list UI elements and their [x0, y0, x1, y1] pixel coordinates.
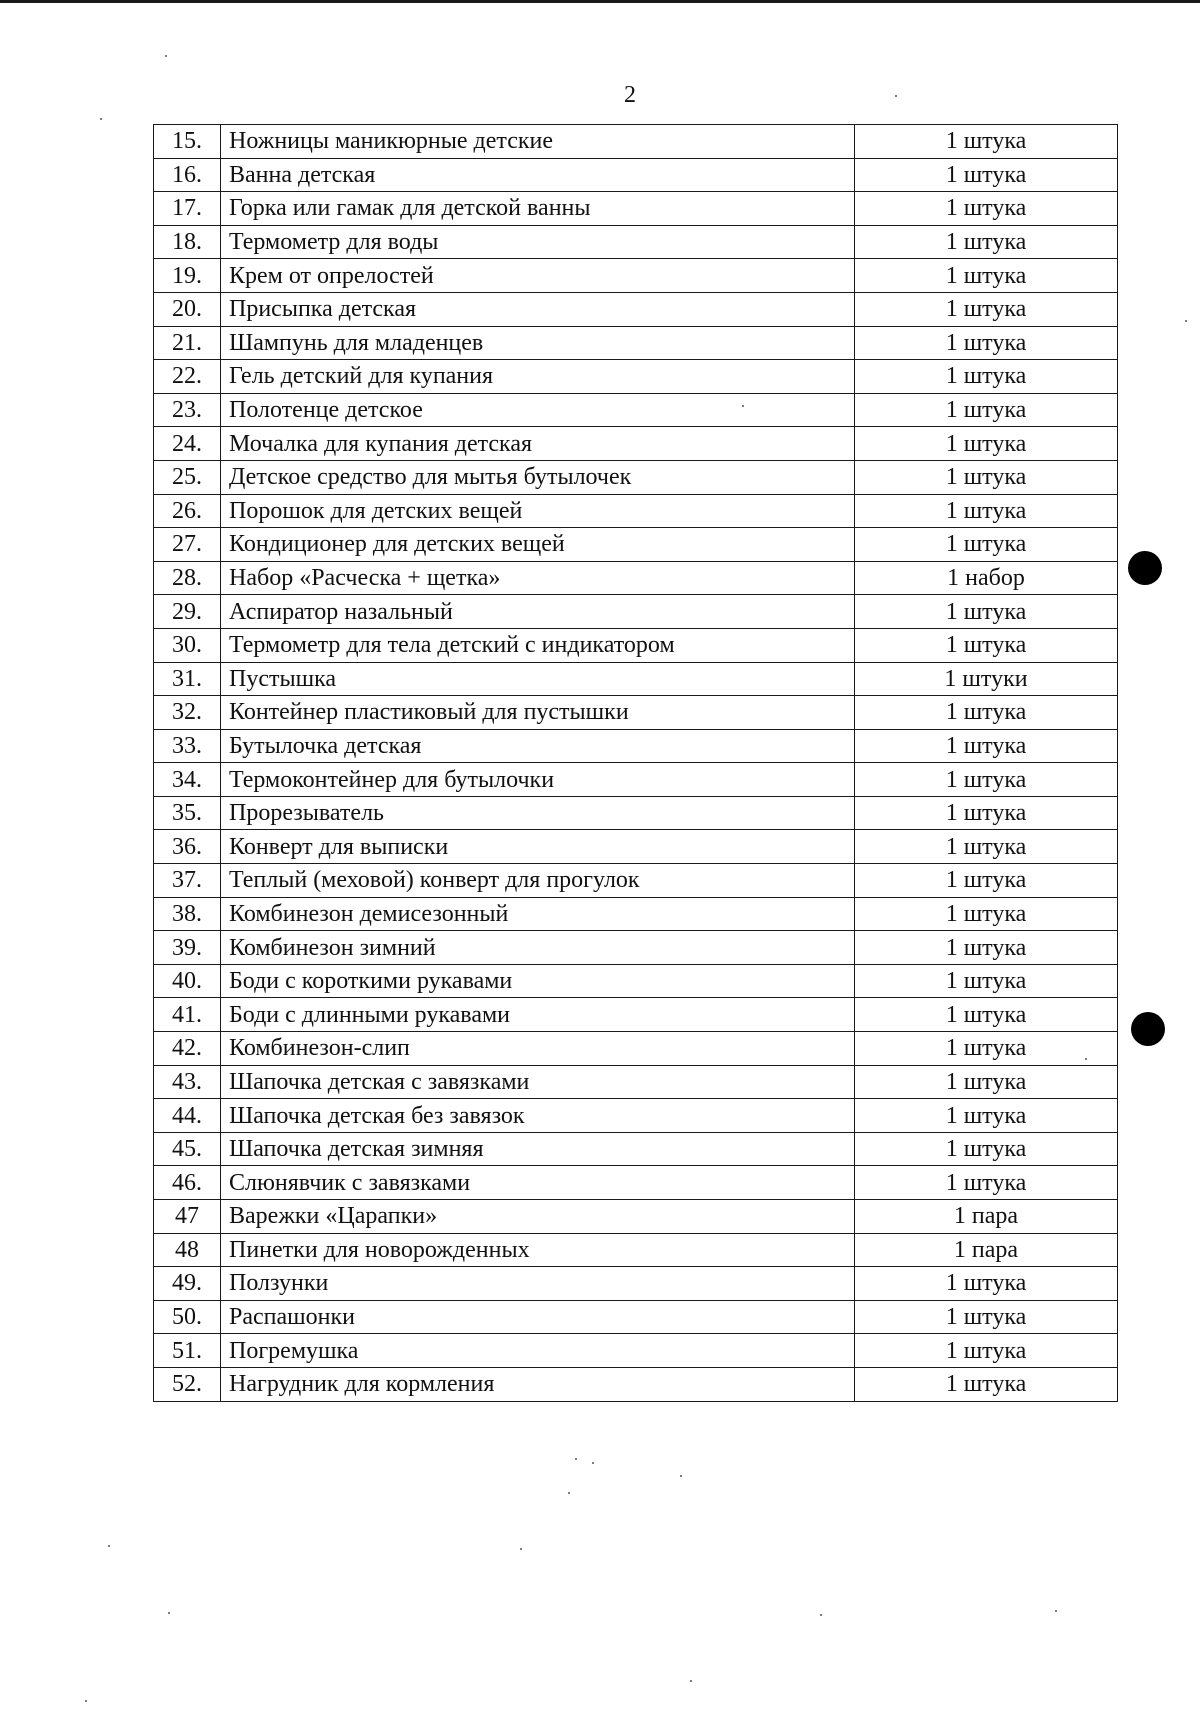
table-row: [154, 696, 1118, 730]
item-name-cell: Шампунь для младенцев: [221, 326, 855, 360]
table-row: [154, 1032, 1118, 1066]
item-quantity-cell: 1 штука: [855, 1132, 1118, 1166]
item-name-cell: Порошок для детских вещей: [221, 494, 855, 528]
item-number-cell: 44.: [154, 1099, 221, 1133]
table-row: [154, 326, 1118, 360]
item-name-cell: Горка или гамак для детской ванны: [221, 192, 855, 226]
item-number-cell: 17.: [154, 192, 221, 226]
scan-speck: [1185, 320, 1187, 322]
item-number-cell: 45.: [154, 1132, 221, 1166]
table-row: [154, 964, 1118, 998]
item-quantity-cell: 1 штуки: [855, 662, 1118, 696]
scan-speck: [168, 1612, 170, 1614]
table-row: [154, 393, 1118, 427]
item-name-cell: Крем от опрелостей: [221, 259, 855, 293]
scan-speck: [820, 1614, 822, 1616]
scan-speck: [895, 95, 897, 97]
item-number-cell: 15.: [154, 125, 221, 159]
item-name-cell: Слюнявчик с завязками: [221, 1166, 855, 1200]
table-row: [154, 360, 1118, 394]
scan-speck: [165, 55, 167, 57]
item-number-cell: 35.: [154, 796, 221, 830]
item-quantity-cell: 1 штука: [855, 1267, 1118, 1301]
scan-speck: [680, 1475, 682, 1477]
item-quantity-cell: 1 штука: [855, 763, 1118, 797]
item-quantity-cell: 1 штука: [855, 595, 1118, 629]
table-row: [154, 628, 1118, 662]
item-number-cell: 49.: [154, 1267, 221, 1301]
item-quantity-cell: 1 штука: [855, 796, 1118, 830]
item-quantity-cell: 1 штука: [855, 125, 1118, 159]
item-number-cell: 22.: [154, 360, 221, 394]
scan-speck: [742, 405, 744, 407]
scan-speck: [85, 1700, 87, 1702]
table-row: [154, 1200, 1118, 1234]
table-row: [154, 1132, 1118, 1166]
item-name-cell: Мочалка для купания детская: [221, 427, 855, 461]
item-name-cell: Ванна детская: [221, 158, 855, 192]
punch-hole-lower: [1131, 1012, 1165, 1046]
table-row: [154, 192, 1118, 226]
scan-speck: [1085, 1058, 1087, 1060]
item-number-cell: 29.: [154, 595, 221, 629]
table-row: [154, 1233, 1118, 1267]
item-name-cell: Боди с короткими рукавами: [221, 964, 855, 998]
item-number-cell: 50.: [154, 1300, 221, 1334]
item-name-cell: Контейнер пластиковый для пустышки: [221, 696, 855, 730]
item-number-cell: 18.: [154, 225, 221, 259]
item-number-cell: 52.: [154, 1367, 221, 1401]
table-row: [154, 1267, 1118, 1301]
item-number-cell: 41.: [154, 998, 221, 1032]
item-name-cell: Нагрудник для кормления: [221, 1367, 855, 1401]
item-number-cell: 33.: [154, 729, 221, 763]
item-quantity-cell: 1 пара: [855, 1233, 1118, 1267]
table-row: [154, 796, 1118, 830]
item-quantity-cell: 1 штука: [855, 1099, 1118, 1133]
item-number-cell: 48: [154, 1233, 221, 1267]
item-number-cell: 16.: [154, 158, 221, 192]
table-row: [154, 864, 1118, 898]
scan-speck: [100, 118, 102, 120]
punch-hole-upper: [1128, 551, 1162, 585]
table-row: [154, 494, 1118, 528]
scan-top-edge: [0, 0, 1200, 3]
item-quantity-cell: 1 штука: [855, 427, 1118, 461]
items-table: [153, 124, 1118, 1402]
item-number-cell: 46.: [154, 1166, 221, 1200]
scan-speck: [568, 1492, 570, 1494]
item-name-cell: Конверт для выписки: [221, 830, 855, 864]
item-quantity-cell: 1 штука: [855, 696, 1118, 730]
item-quantity-cell: 1 штука: [855, 360, 1118, 394]
table-row: [154, 1300, 1118, 1334]
item-number-cell: 26.: [154, 494, 221, 528]
item-quantity-cell: 1 штука: [855, 158, 1118, 192]
item-name-cell: Варежки «Царапки»: [221, 1200, 855, 1234]
item-number-cell: 25.: [154, 460, 221, 494]
item-number-cell: 32.: [154, 696, 221, 730]
item-quantity-cell: 1 штука: [855, 1166, 1118, 1200]
item-name-cell: Шапочка детская с завязками: [221, 1065, 855, 1099]
table-row: [154, 528, 1118, 562]
item-quantity-cell: 1 штука: [855, 225, 1118, 259]
item-number-cell: 19.: [154, 259, 221, 293]
item-name-cell: Термометр для воды: [221, 225, 855, 259]
item-quantity-cell: 1 штука: [855, 192, 1118, 226]
item-number-cell: 27.: [154, 528, 221, 562]
table-row: [154, 662, 1118, 696]
table-row: [154, 1065, 1118, 1099]
item-name-cell: Кондиционер для детских вещей: [221, 528, 855, 562]
item-number-cell: 30.: [154, 628, 221, 662]
item-name-cell: Детское средство для мытья бутылочек: [221, 460, 855, 494]
item-name-cell: Боди с длинными рукавами: [221, 998, 855, 1032]
item-quantity-cell: 1 штука: [855, 1032, 1118, 1066]
item-number-cell: 28.: [154, 561, 221, 595]
item-number-cell: 42.: [154, 1032, 221, 1066]
item-number-cell: 34.: [154, 763, 221, 797]
item-number-cell: 51.: [154, 1334, 221, 1368]
item-number-cell: 24.: [154, 427, 221, 461]
item-name-cell: Полотенце детское: [221, 393, 855, 427]
item-quantity-cell: 1 штука: [855, 964, 1118, 998]
item-name-cell: Погремушка: [221, 1334, 855, 1368]
item-quantity-cell: 1 штука: [855, 729, 1118, 763]
table-row: [154, 729, 1118, 763]
item-name-cell: Распашонки: [221, 1300, 855, 1334]
item-quantity-cell: 1 штука: [855, 998, 1118, 1032]
item-number-cell: 20.: [154, 292, 221, 326]
item-name-cell: Шапочка детская зимняя: [221, 1132, 855, 1166]
table-row: [154, 1166, 1118, 1200]
item-name-cell: Теплый (меховой) конверт для прогулок: [221, 864, 855, 898]
item-name-cell: Гель детский для купания: [221, 360, 855, 394]
table-row: [154, 561, 1118, 595]
item-name-cell: Пинетки для новорожденных: [221, 1233, 855, 1267]
item-quantity-cell: 1 штука: [855, 1367, 1118, 1401]
item-name-cell: Аспиратор назальный: [221, 595, 855, 629]
table-row: [154, 1367, 1118, 1401]
scan-speck: [1055, 1610, 1057, 1612]
table-row: [154, 830, 1118, 864]
item-name-cell: Комбинезон зимний: [221, 931, 855, 965]
item-quantity-cell: 1 штука: [855, 897, 1118, 931]
table-row: [154, 998, 1118, 1032]
scan-speck: [520, 1548, 522, 1550]
table-row: [154, 158, 1118, 192]
item-quantity-cell: 1 штука: [855, 1300, 1118, 1334]
item-quantity-cell: 1 штука: [855, 1065, 1118, 1099]
table-row: [154, 259, 1118, 293]
item-name-cell: Ползунки: [221, 1267, 855, 1301]
table-row: [154, 1334, 1118, 1368]
table-row: [154, 931, 1118, 965]
item-quantity-cell: 1 штука: [855, 931, 1118, 965]
item-quantity-cell: 1 штука: [855, 292, 1118, 326]
item-quantity-cell: 1 штука: [855, 460, 1118, 494]
item-quantity-cell: 1 штука: [855, 1334, 1118, 1368]
table-row: [154, 125, 1118, 159]
item-quantity-cell: 1 штука: [855, 830, 1118, 864]
item-quantity-cell: 1 штука: [855, 259, 1118, 293]
item-number-cell: 47: [154, 1200, 221, 1234]
table-row: [154, 427, 1118, 461]
item-number-cell: 38.: [154, 897, 221, 931]
item-number-cell: 21.: [154, 326, 221, 360]
page-number: 2: [624, 82, 636, 108]
table-row: [154, 460, 1118, 494]
item-name-cell: Термометр для тела детский с индикатором: [221, 628, 855, 662]
table-row: [154, 897, 1118, 931]
item-name-cell: Шапочка детская без завязок: [221, 1099, 855, 1133]
item-quantity-cell: 1 набор: [855, 561, 1118, 595]
item-name-cell: Термоконтейнер для бутылочки: [221, 763, 855, 797]
item-name-cell: Набор «Расческа + щетка»: [221, 561, 855, 595]
item-number-cell: 37.: [154, 864, 221, 898]
item-name-cell: Прорезыватель: [221, 796, 855, 830]
item-name-cell: Ножницы маникюрные детские: [221, 125, 855, 159]
scan-speck: [592, 1462, 594, 1464]
item-quantity-cell: 1 штука: [855, 494, 1118, 528]
table-row: [154, 763, 1118, 797]
scan-speck: [108, 1545, 110, 1547]
table-row: [154, 1099, 1118, 1133]
item-number-cell: 36.: [154, 830, 221, 864]
item-quantity-cell: 1 штука: [855, 864, 1118, 898]
item-name-cell: Пустышка: [221, 662, 855, 696]
item-quantity-cell: 1 пара: [855, 1200, 1118, 1234]
items-table-body: [154, 125, 1118, 1402]
scan-speck: [575, 1458, 577, 1460]
item-quantity-cell: 1 штука: [855, 393, 1118, 427]
table-row: [154, 292, 1118, 326]
item-name-cell: Присыпка детская: [221, 292, 855, 326]
item-number-cell: 23.: [154, 393, 221, 427]
item-quantity-cell: 1 штука: [855, 628, 1118, 662]
item-number-cell: 31.: [154, 662, 221, 696]
item-quantity-cell: 1 штука: [855, 326, 1118, 360]
item-number-cell: 43.: [154, 1065, 221, 1099]
item-number-cell: 40.: [154, 964, 221, 998]
item-number-cell: 39.: [154, 931, 221, 965]
scan-speck: [690, 1680, 692, 1682]
table-row: [154, 595, 1118, 629]
item-name-cell: Комбинезон-слип: [221, 1032, 855, 1066]
item-quantity-cell: 1 штука: [855, 528, 1118, 562]
item-name-cell: Бутылочка детская: [221, 729, 855, 763]
table-row: [154, 225, 1118, 259]
item-name-cell: Комбинезон демисезонный: [221, 897, 855, 931]
